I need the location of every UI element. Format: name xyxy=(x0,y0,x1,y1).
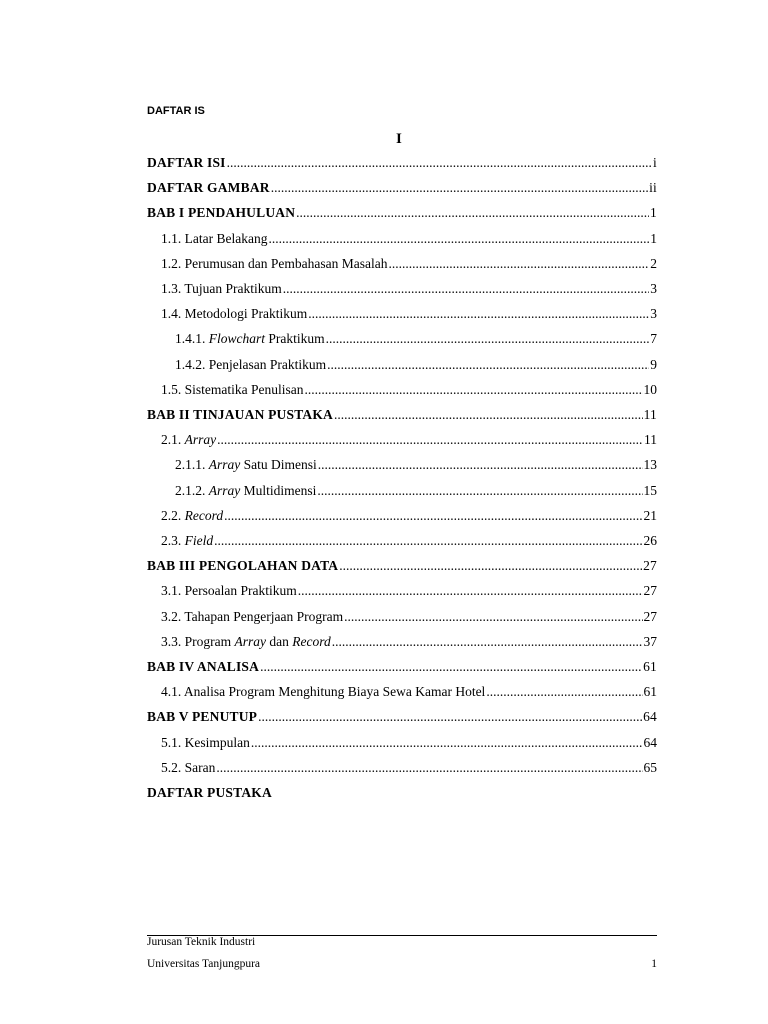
toc-entry-label xyxy=(161,281,282,297)
toc-label-part: 3.1. Persoalan Praktikum xyxy=(161,583,297,599)
toc-dot-leader xyxy=(305,382,643,398)
toc-entry-label xyxy=(161,609,343,625)
toc-dot-leader xyxy=(258,709,642,725)
toc-page-number: 15 xyxy=(643,482,657,498)
toc-entry xyxy=(161,281,657,301)
toc-label-part: 1.4.1. xyxy=(175,331,209,347)
toc-entry-label xyxy=(161,382,304,398)
toc-entry xyxy=(147,785,272,805)
toc-page-number: 27 xyxy=(643,608,657,624)
toc-entry xyxy=(147,709,657,729)
toc-label-part: Array xyxy=(208,482,241,498)
toc-label-part: BAB I PENDAHULUAN xyxy=(147,205,296,221)
toc-entry-label xyxy=(147,558,338,574)
toc-label-part: 5.2. Saran xyxy=(161,759,216,775)
toc-label-part: Satu Dimensi xyxy=(240,457,317,473)
toc-dot-leader xyxy=(298,583,643,599)
toc-dot-leader xyxy=(308,306,649,322)
toc-label-part: BAB II TINJAUAN PUSTAKA xyxy=(147,407,334,422)
toc-entry xyxy=(161,432,657,452)
toc-label-part: dan xyxy=(266,633,293,649)
toc-page-number: 1 xyxy=(650,230,657,246)
toc-entry xyxy=(161,583,657,603)
toc-entry-label xyxy=(175,483,316,499)
toc-label-part: 5.1. Kesimpulan xyxy=(161,734,250,750)
toc-entry xyxy=(147,180,657,200)
toc-label-part: BAB III PENGOLAHAN DATA xyxy=(147,558,339,574)
toc-label-part: Flowchart xyxy=(208,331,265,347)
toc-page-number: 21 xyxy=(643,507,657,523)
toc-dot-leader xyxy=(317,483,642,499)
toc-entry-label xyxy=(147,205,295,221)
toc-label-part: 2.1.1. xyxy=(175,457,209,473)
toc-dot-leader xyxy=(283,281,649,297)
toc-entry-label xyxy=(175,357,326,373)
toc-label-part: DAFTAR ISI xyxy=(147,155,226,170)
toc-entry-label xyxy=(161,432,216,448)
toc-page-number: 7 xyxy=(650,331,657,347)
toc-label-part: Array xyxy=(234,633,266,649)
toc-dot-leader xyxy=(214,533,642,549)
toc-dot-leader xyxy=(268,231,649,247)
toc-page-number: 61 xyxy=(643,684,657,700)
toc-dot-leader xyxy=(217,432,643,448)
toc-label-part: 3.2. Tahapan Pengerjaan Program xyxy=(161,608,344,624)
toc-dot-leader xyxy=(260,659,642,675)
toc-entry xyxy=(161,684,657,704)
toc-page-number: 27 xyxy=(643,583,657,599)
toc-entry-label xyxy=(161,583,297,599)
toc-dot-leader xyxy=(327,357,649,373)
small-heading: DAFTAR IS xyxy=(147,105,205,117)
toc-dot-leader xyxy=(486,684,642,700)
toc-label-part: 1.4.2. Penjelasan Praktikum xyxy=(175,356,327,372)
toc-entry-label xyxy=(147,785,272,801)
toc-label-part: 1.2. Perumusan dan Pembahasan Masalah xyxy=(161,255,388,271)
toc-entry-label xyxy=(161,256,387,272)
toc-entry xyxy=(161,508,657,528)
toc-entry-label xyxy=(161,306,307,322)
toc-dot-leader xyxy=(227,155,652,171)
toc-entry-label xyxy=(175,331,325,347)
toc-entry-label xyxy=(175,457,317,473)
toc-label-part: Array xyxy=(208,457,241,473)
toc-page-number: 9 xyxy=(650,356,657,372)
toc-entry xyxy=(147,155,657,175)
toc-entry-label xyxy=(161,508,223,524)
toc-entry xyxy=(175,357,657,377)
toc-dot-leader xyxy=(339,558,642,574)
toc-dot-leader xyxy=(334,407,643,423)
toc-label-part: Praktikum xyxy=(265,331,325,347)
toc-label-part: DAFTAR GAMBAR xyxy=(147,180,270,196)
toc-label-part: BAB V PENUTUP xyxy=(147,709,258,725)
toc-page-number: 13 xyxy=(643,457,657,473)
toc-entry xyxy=(161,533,657,553)
toc-page-number: 64 xyxy=(643,734,657,750)
toc-dot-leader xyxy=(344,609,642,625)
toc-label-part: 2.1. xyxy=(161,432,185,448)
toc-dot-leader xyxy=(388,256,649,272)
footer-university: Universitas Tanjungpura xyxy=(147,958,261,970)
toc-dot-leader xyxy=(224,508,642,524)
toc-entry xyxy=(161,609,657,629)
toc-page-number: 37 xyxy=(643,633,657,649)
toc-dot-leader xyxy=(318,457,643,473)
toc-label-part: Array xyxy=(184,432,217,448)
toc-entry xyxy=(147,205,657,225)
toc-page-number: 1 xyxy=(650,205,657,221)
toc-entry-label xyxy=(161,533,213,549)
toc-label-part: DAFTAR PUSTAKA xyxy=(147,785,272,800)
toc-page-number: 2 xyxy=(650,255,657,271)
footer-department: Jurusan Teknik Industri xyxy=(147,936,256,948)
toc-entry xyxy=(147,407,657,427)
toc-label-part: 2.2. xyxy=(161,507,185,523)
toc-label-part: Multidimensi xyxy=(240,482,317,498)
toc-entry xyxy=(161,735,657,755)
toc-dot-leader xyxy=(271,180,648,196)
toc-page-number: 3 xyxy=(650,281,657,296)
toc-page-number: 11 xyxy=(644,432,657,448)
toc-entry xyxy=(161,231,657,251)
toc-dot-leader xyxy=(326,331,650,347)
toc-page-number: 27 xyxy=(643,558,657,574)
toc-entry xyxy=(147,558,657,578)
toc-label-part: 4.1. Analisa Program Menghitung Biaya Sewa Kamar Hotel xyxy=(161,684,486,700)
toc-entry xyxy=(161,634,657,654)
toc-label-part: 1.3. Tujuan Praktikum xyxy=(161,281,282,296)
toc-label-part: 1.1. Latar Belakang xyxy=(161,230,268,246)
toc-entry-label xyxy=(147,407,333,423)
toc-page-number: 26 xyxy=(643,533,657,548)
toc-label-part: 1.4. Metodologi Praktikum xyxy=(161,306,308,322)
toc-entry xyxy=(161,256,657,276)
toc-entry xyxy=(147,659,657,679)
toc-label-part: 3.3. Program xyxy=(161,633,235,649)
roman-page-number: I xyxy=(396,131,402,147)
toc-page-number: 61 xyxy=(643,659,657,674)
toc-entry-label xyxy=(147,155,226,171)
toc-entry xyxy=(175,331,657,351)
toc-entry xyxy=(161,382,657,402)
toc-label-part: Field xyxy=(184,533,214,548)
toc-entry-label xyxy=(161,231,267,247)
toc-entry-label xyxy=(147,709,257,725)
toc-page-number: 3 xyxy=(650,306,657,322)
toc-page-number: 65 xyxy=(643,759,657,775)
toc-entry-label xyxy=(161,735,250,751)
toc-label-part: 2.3. xyxy=(161,533,185,548)
toc-dot-leader xyxy=(251,735,643,751)
toc-label-part: Record xyxy=(292,633,331,649)
toc-label-part: Record xyxy=(184,507,224,523)
toc-entry xyxy=(161,760,657,780)
toc-page-number: 64 xyxy=(643,709,657,725)
toc-entry-label xyxy=(161,760,215,776)
toc-entry xyxy=(175,457,657,477)
toc-label-part: 2.1.2. xyxy=(175,482,209,498)
toc-entry xyxy=(175,483,657,503)
toc-dot-leader xyxy=(296,205,649,221)
toc-label-part: BAB IV ANALISA xyxy=(147,659,260,674)
toc-entry-label xyxy=(147,180,270,196)
toc-dot-leader xyxy=(216,760,642,776)
toc-entry-label xyxy=(147,659,259,675)
toc-entry xyxy=(161,306,657,326)
toc-page-number: i xyxy=(653,155,657,170)
footer-page-number: 1 xyxy=(651,958,657,970)
toc-entry-label xyxy=(161,634,331,650)
toc-label-part: 1.5. Sistematika Penulisan xyxy=(161,381,304,397)
toc-page-number: 11 xyxy=(643,407,657,422)
toc-page-number: 10 xyxy=(643,381,657,397)
toc-dot-leader xyxy=(332,634,643,650)
toc-page-number: ii xyxy=(649,180,657,196)
toc-entry-label xyxy=(161,684,485,700)
